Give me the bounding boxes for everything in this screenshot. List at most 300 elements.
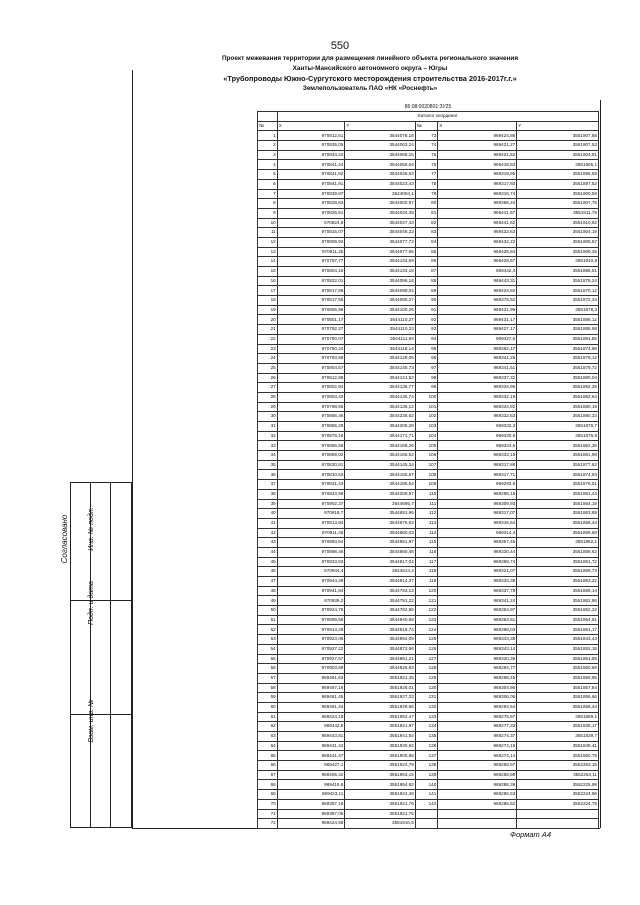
y-coordinate-cell: 3551908,25	[517, 247, 599, 257]
point-number-cell	[415, 809, 438, 819]
point-number-cell: 53	[258, 635, 278, 645]
point-number-cell: 37	[258, 480, 278, 490]
point-number-cell: 42	[258, 528, 278, 538]
point-number-cell: 18	[258, 296, 278, 306]
point-number-cell: 2	[258, 141, 278, 151]
table-row	[258, 644, 599, 654]
point-number-cell: 134	[415, 722, 438, 732]
point-number-cell: 126	[415, 644, 438, 654]
x-coordinate-cell: 970924,76	[277, 606, 345, 616]
y-coordinate-cell: 3544675,63	[345, 518, 415, 528]
y-coordinate-cell: 3544814,37	[345, 577, 415, 587]
paper-format: Формат А4	[510, 830, 552, 839]
y-coordinate-cell: 3544099,04	[345, 286, 415, 296]
point-number-cell: 132	[415, 702, 438, 712]
x-coordinate-cell: 969324,5	[438, 441, 517, 451]
point-number-cell: 73	[415, 131, 438, 141]
y-coordinate-cell: 3551870,12	[517, 286, 599, 296]
table-row	[258, 296, 599, 306]
table-row	[258, 460, 599, 470]
y-coordinate-cell: 3551954,92	[345, 780, 415, 790]
point-number-cell: 141	[415, 790, 438, 800]
table-row	[258, 673, 599, 683]
y-coordinate-cell: 3551862,86	[517, 596, 599, 606]
y-coordinate-cell: 3551924,79	[345, 761, 415, 771]
x-coordinate-cell: 969427,6	[438, 334, 517, 344]
x-coordinate-cell: 970804,16	[277, 267, 345, 277]
y-coordinate-cell: 3551881,85	[517, 334, 599, 344]
point-number-cell: 110	[415, 489, 438, 499]
x-coordinate-cell: 970898,46	[277, 547, 345, 557]
title-line-2: Ханты-Мансийского автономного округа – Югры	[292, 65, 448, 72]
y-coordinate-cell: 3544680,46	[345, 547, 415, 557]
x-coordinate-cell: 969277,33	[438, 722, 517, 732]
y-coordinate-cell: 3551885,98	[517, 325, 599, 335]
x-coordinate-cell: 969275,97	[438, 712, 517, 722]
x-coordinate-cell	[438, 809, 517, 819]
point-number-cell: 82	[415, 218, 438, 228]
point-number-cell: 41	[258, 518, 278, 528]
table-row	[258, 237, 599, 247]
y-coordinate-cell: 3544096,16	[345, 276, 415, 286]
y-coordinate-cell: 3544894,09	[345, 635, 415, 645]
y-coordinate-cell: 3551859,68	[517, 528, 599, 538]
table-row	[258, 547, 599, 557]
point-number-cell: 45	[258, 557, 278, 567]
table-row	[258, 761, 599, 771]
table-row	[258, 392, 599, 402]
x-coordinate-cell: 969317,71	[438, 470, 517, 480]
point-number-cell: 113	[415, 518, 438, 528]
point-number-cell: 34	[258, 451, 278, 461]
table-row	[258, 228, 599, 238]
point-number-cell: 50	[258, 606, 278, 616]
x-coordinate-cell: 970790,24	[277, 344, 345, 354]
point-number-cell: 135	[415, 732, 438, 742]
x-coordinate-cell: 969304,96	[438, 683, 517, 693]
table-row	[258, 615, 599, 625]
point-number-cell: 5	[258, 170, 278, 180]
y-coordinate-cell: 3551881,98	[517, 451, 599, 461]
table-row	[258, 509, 599, 519]
y-coordinate-cell: 3544940,68	[345, 615, 415, 625]
point-number-cell: 47	[258, 577, 278, 587]
table-row	[258, 189, 599, 199]
x-coordinate-cell: 969432,22	[438, 237, 517, 247]
x-coordinate-cell: 970828,63	[277, 199, 345, 209]
y-coordinate-cell: 3544077,95	[345, 247, 415, 257]
point-number-cell: 131	[415, 693, 438, 703]
point-number-cell: 40	[258, 509, 278, 519]
x-coordinate-cell: 969354,97	[438, 606, 517, 616]
point-number-cell: 130	[415, 683, 438, 693]
point-number-cell: 80	[415, 199, 438, 209]
stamp-label-podp: Подп. и дата	[88, 581, 95, 625]
y-coordinate-cell: 3544165,52	[345, 451, 415, 461]
y-coordinate-cell: 3551852,18	[517, 644, 599, 654]
x-coordinate-cell: 970902,37	[277, 499, 345, 509]
x-coordinate-cell: 969317,86	[438, 460, 517, 470]
x-coordinate-cell: 970811,25	[277, 247, 345, 257]
table-row	[258, 334, 599, 344]
x-coordinate-cell: 969341,24	[438, 596, 517, 606]
y-coordinate-cell: 3551908,57	[517, 237, 599, 247]
table-row	[258, 577, 599, 587]
point-number-cell: 84	[415, 237, 438, 247]
y-coordinate-cell: 3551857,84	[517, 683, 599, 693]
y-coordinate-cell: 3551851,72	[517, 557, 599, 567]
y-coordinate-cell: 3551864,19	[517, 499, 599, 509]
stamp-label-inv: Инв. № подл.	[88, 507, 95, 551]
x-coordinate-cell: 969333,16	[438, 451, 517, 461]
x-coordinate-cell: 969334,92	[438, 402, 517, 412]
column-header: №	[258, 121, 278, 131]
y-coordinate-cell: 3551876,12	[517, 354, 599, 364]
y-coordinate-cell: 3551850,78	[517, 751, 599, 761]
y-coordinate-cell: 3551927,33	[345, 693, 415, 703]
point-number-cell: 105	[415, 441, 438, 451]
x-coordinate-cell: 970798,66	[277, 402, 345, 412]
x-coordinate-cell: 969418,53	[438, 160, 517, 170]
point-number-cell: 31	[258, 422, 278, 432]
y-coordinate-cell: 3544068,15	[345, 150, 415, 160]
y-coordinate-cell: 3544118,14	[345, 344, 415, 354]
x-coordinate-cell: 969293,9	[438, 480, 517, 490]
y-coordinate-cell: 3551863,22	[517, 577, 599, 587]
y-coordinate-cell: 3551905,1	[517, 160, 599, 170]
point-number-cell: 48	[258, 586, 278, 596]
stamp-row-divider	[70, 714, 132, 715]
y-coordinate-cell: 3544691,96	[345, 509, 415, 519]
y-coordinate-cell: 3551878,3	[517, 305, 599, 315]
x-coordinate-cell: 969441,57	[438, 208, 517, 218]
y-coordinate-cell: 3551876,01	[517, 480, 599, 490]
point-number-cell: 121	[415, 596, 438, 606]
x-coordinate-cell: 969467,16	[277, 683, 345, 693]
point-number-cell: 94	[415, 334, 438, 344]
x-coordinate-cell: 969317,93	[438, 179, 517, 189]
table-row	[258, 567, 599, 577]
y-coordinate-cell: 3544168,26	[345, 441, 415, 451]
y-coordinate-cell: 3551907,75	[517, 199, 599, 209]
cadastral-number: 86:08:0020801:ЗУ25	[404, 104, 452, 110]
x-coordinate-cell: 969419,9	[277, 780, 345, 790]
table-row	[258, 809, 599, 819]
coordinates-body	[258, 131, 599, 829]
point-number-cell: 25	[258, 363, 278, 373]
x-coordinate-cell: 970826,61	[277, 208, 345, 218]
x-coordinate-cell: 970913,94	[277, 518, 345, 528]
table-row	[258, 557, 599, 567]
header-spacer	[258, 112, 278, 122]
y-coordinate-cell: 3544000,97	[345, 199, 415, 209]
table-row	[258, 373, 599, 383]
y-coordinate-cell	[517, 809, 599, 819]
y-coordinate-cell: 3551929,66	[345, 702, 415, 712]
point-number-cell: 1	[258, 131, 278, 141]
y-coordinate-cell: 3544047,43	[345, 218, 415, 228]
point-number-cell: 97	[415, 363, 438, 373]
x-coordinate-cell: 970802,94	[277, 383, 345, 393]
point-number-cell: 88	[415, 276, 438, 286]
point-number-cell: 24	[258, 354, 278, 364]
point-number-cell: 10	[258, 218, 278, 228]
stamp-label-vzam: Взам. инв. №	[88, 699, 95, 743]
x-coordinate-cell: 970792,27	[277, 325, 345, 335]
point-number-cell: 68	[258, 780, 278, 790]
point-number-cell: 115	[415, 538, 438, 548]
y-coordinate-cell: 3551851,17	[517, 625, 599, 635]
x-coordinate-cell: 969333,38	[438, 577, 517, 587]
x-coordinate-cell: 969314,4	[438, 528, 517, 538]
table-row	[258, 693, 599, 703]
point-number-cell: 67	[258, 770, 278, 780]
x-coordinate-cell: 970859,02	[277, 451, 345, 461]
y-coordinate-cell: 3551859,14	[517, 586, 599, 596]
x-coordinate-cell: 969334,96	[438, 383, 517, 393]
x-coordinate-cell: 970841,24	[277, 160, 345, 170]
point-number-cell: 111	[415, 499, 438, 509]
y-coordinate-cell: 3551910,8	[517, 257, 599, 267]
point-number-cell: 15	[258, 267, 278, 277]
table-row	[258, 819, 599, 829]
table-row	[258, 606, 599, 616]
point-number-cell: 55	[258, 654, 278, 664]
y-coordinate-cell: 3552263,15	[517, 761, 599, 771]
y-coordinate-cell: 3544661,87	[345, 538, 415, 548]
point-number-cell: 103	[415, 422, 438, 432]
x-coordinate-cell: 970856,46	[277, 412, 345, 422]
y-coordinate-cell: 3544186,54	[345, 480, 415, 490]
y-coordinate-cell: 3551911,78	[517, 208, 599, 218]
point-number-cell: 32	[258, 431, 278, 441]
point-number-cell: 114	[415, 528, 438, 538]
point-number-cell: 74	[415, 141, 438, 151]
table-row	[258, 179, 599, 189]
point-number-cell: 19	[258, 305, 278, 315]
point-number-cell: 22	[258, 334, 278, 344]
point-number-cell: 122	[415, 606, 438, 616]
table-row	[258, 402, 599, 412]
y-coordinate-cell: 3551882,64	[517, 392, 599, 402]
y-coordinate-cell: 3544128,05	[345, 354, 415, 364]
column-header: X	[438, 121, 517, 131]
x-coordinate-cell: 970866,58	[277, 441, 345, 451]
table-row	[258, 208, 599, 218]
table-row	[258, 141, 599, 151]
y-coordinate-cell: 3551928,01	[345, 683, 415, 693]
x-coordinate-cell: 969309,93	[438, 499, 517, 509]
y-coordinate-cell: 3544695,7	[345, 499, 415, 509]
x-coordinate-cell: 969369,74	[438, 557, 517, 567]
y-coordinate-cell: 3551869,73	[517, 567, 599, 577]
x-coordinate-cell: 970841,92	[277, 170, 345, 180]
y-coordinate-cell: 3551941,84	[345, 732, 415, 742]
y-coordinate-cell: 3544145,73	[345, 363, 415, 373]
x-coordinate-cell: 969362,17	[438, 344, 517, 354]
y-coordinate-cell: 3544861,21	[345, 654, 415, 664]
y-coordinate-cell: 3551904,19	[517, 228, 599, 238]
x-coordinate-cell: 970944,4	[277, 567, 345, 577]
table-row	[258, 451, 599, 461]
y-coordinate-cell: 3551856,44	[517, 518, 599, 528]
y-coordinate-cell: 3544171,71	[345, 431, 415, 441]
point-number-cell: 33	[258, 441, 278, 451]
point-number-cell: 100	[415, 392, 438, 402]
point-number-cell: 77	[415, 170, 438, 180]
x-coordinate-cell: 969298,45	[438, 673, 517, 683]
y-coordinate-cell: 3544205,28	[345, 422, 415, 432]
point-number-cell: 58	[258, 683, 278, 693]
x-coordinate-cell: 970815,07	[277, 228, 345, 238]
table-row	[258, 528, 599, 538]
point-number-cell: 7	[258, 189, 278, 199]
point-number-cell: 61	[258, 712, 278, 722]
table-row	[258, 363, 599, 373]
x-coordinate-cell: 970834,22	[277, 150, 345, 160]
x-coordinate-cell: 970822,01	[277, 276, 345, 286]
y-coordinate-cell: 3544100,26	[345, 305, 415, 315]
table-row	[258, 286, 599, 296]
y-coordinate-cell: 3544782,85	[345, 606, 415, 616]
point-number-cell: 29	[258, 402, 278, 412]
point-number-cell: 123	[415, 615, 438, 625]
point-number-cell: 38	[258, 489, 278, 499]
table-row	[258, 702, 599, 712]
y-coordinate-cell: 3551843,43	[517, 635, 599, 645]
table-row	[258, 586, 599, 596]
y-coordinate-cell: 3544135,74	[345, 392, 415, 402]
document-title	[150, 54, 590, 94]
point-number-cell: 120	[415, 586, 438, 596]
column-header-row	[258, 121, 599, 131]
x-coordinate-cell: 969431,99	[438, 305, 517, 315]
point-number-cell: 27	[258, 383, 278, 393]
point-number-cell: 8	[258, 199, 278, 209]
point-number-cell: 129	[415, 673, 438, 683]
point-number-cell: 51	[258, 615, 278, 625]
x-coordinate-cell: 970812,86	[277, 373, 345, 383]
x-coordinate-cell: 970806,96	[277, 305, 345, 315]
x-coordinate-cell: 969432,63	[438, 228, 517, 238]
y-coordinate-cell: 3551879,72	[517, 363, 599, 373]
point-number-cell: 9	[258, 208, 278, 218]
x-coordinate-cell: 969424,92	[438, 286, 517, 296]
point-number-cell: 142	[415, 799, 438, 809]
y-coordinate-cell: 3551859,95	[517, 673, 599, 683]
column-header: №	[415, 121, 438, 131]
x-coordinate-cell: 970831,43	[277, 480, 345, 490]
table-row	[258, 790, 599, 800]
x-coordinate-cell: 969317,07	[438, 509, 517, 519]
point-number-cell: 119	[415, 577, 438, 587]
y-coordinate-cell: 3551856,44	[517, 702, 599, 712]
x-coordinate-cell: 969387,16	[277, 799, 345, 809]
y-coordinate-cell: 3551904,91	[517, 150, 599, 160]
y-coordinate-cell: 3544134,69	[345, 257, 415, 267]
y-coordinate-cell: 3551910,5	[345, 819, 415, 829]
y-coordinate-cell: 3551941,87	[345, 722, 415, 732]
x-coordinate-cell: 970824,8	[277, 218, 345, 228]
y-coordinate-cell: 3551851,55	[517, 654, 599, 664]
point-number-cell: 20	[258, 315, 278, 325]
title-line-3: «Трубопроводы Южно-Сургутского месторождения строительства 2016-2017г.г.»	[223, 74, 517, 83]
x-coordinate-cell: 969461,44	[277, 702, 345, 712]
table-row	[258, 199, 599, 209]
x-coordinate-cell: 970797,77	[277, 257, 345, 267]
y-coordinate-cell: 3544145,34	[345, 460, 415, 470]
point-number-cell: 137	[415, 751, 438, 761]
stamp-row-divider	[70, 600, 132, 601]
table-row	[258, 383, 599, 393]
table-row	[258, 441, 599, 451]
y-coordinate-cell: 3544141,52	[345, 373, 415, 383]
y-coordinate-cell: 3551952,47	[345, 712, 415, 722]
table-row	[258, 732, 599, 742]
table-row	[258, 257, 599, 267]
point-number-cell: 93	[415, 325, 438, 335]
x-coordinate-cell: 969332,53	[438, 412, 517, 422]
y-coordinate-cell: 3551910,62	[517, 218, 599, 228]
y-coordinate-cell: 3544793,13	[345, 586, 415, 596]
y-coordinate-cell: 3551881,44	[517, 489, 599, 499]
catalog-header: Каталог координат	[277, 112, 598, 122]
y-coordinate-cell	[517, 819, 599, 829]
y-coordinate-cell: 3551921,76	[345, 799, 415, 809]
x-coordinate-cell: 970817,86	[277, 286, 345, 296]
point-number-cell: 106	[415, 451, 438, 461]
point-number-cell: 43	[258, 538, 278, 548]
point-number-cell: 138	[415, 761, 438, 771]
y-coordinate-cell: 3551895,69	[517, 170, 599, 180]
y-coordinate-cell: 3544056,64	[345, 160, 415, 170]
x-coordinate-cell: 969274,37	[438, 732, 517, 742]
x-coordinate-cell: 970903,89	[277, 664, 345, 674]
y-coordinate-cell: 3544095,27	[345, 296, 415, 306]
y-coordinate-cell: 3551872,34	[517, 296, 599, 306]
x-coordinate-cell: 969332,3	[438, 422, 517, 432]
y-coordinate-cell: 3544919,74	[345, 625, 415, 635]
y-coordinate-cell: 3544155,57	[345, 470, 415, 480]
x-coordinate-cell: 969442,8	[277, 722, 345, 732]
x-coordinate-cell: 969332,19	[438, 392, 517, 402]
x-coordinate-cell: 969321,07	[438, 567, 517, 577]
point-number-cell: 127	[415, 654, 438, 664]
table-row	[258, 160, 599, 170]
x-coordinate-cell: 969423,11	[277, 790, 345, 800]
x-coordinate-cell: 970809,92	[277, 237, 345, 247]
point-number-cell	[415, 819, 438, 829]
x-coordinate-cell: 969341,51	[438, 363, 517, 373]
table-row	[258, 596, 599, 606]
x-coordinate-cell: 969316,64	[438, 518, 517, 528]
table-row	[258, 741, 599, 751]
point-number-cell: 21	[258, 325, 278, 335]
x-coordinate-cell: 970911,48	[277, 528, 345, 538]
point-number-cell: 96	[415, 354, 438, 364]
x-coordinate-cell: 969341,28	[438, 354, 517, 364]
x-coordinate-cell: 969461,63	[277, 673, 345, 683]
table-row	[258, 247, 599, 257]
x-coordinate-cell: 969343,14	[438, 644, 517, 654]
x-coordinate-cell: 970927,22	[277, 644, 345, 654]
x-coordinate-cell: 970812,61	[277, 131, 345, 141]
y-coordinate-cell: 3551874,96	[517, 344, 599, 354]
x-coordinate-cell: 970839,87	[277, 189, 345, 199]
x-coordinate-cell: 969363,61	[438, 615, 517, 625]
y-coordinate-cell: 3544208,57	[345, 489, 415, 499]
y-coordinate-cell: 3552224,96	[517, 790, 599, 800]
